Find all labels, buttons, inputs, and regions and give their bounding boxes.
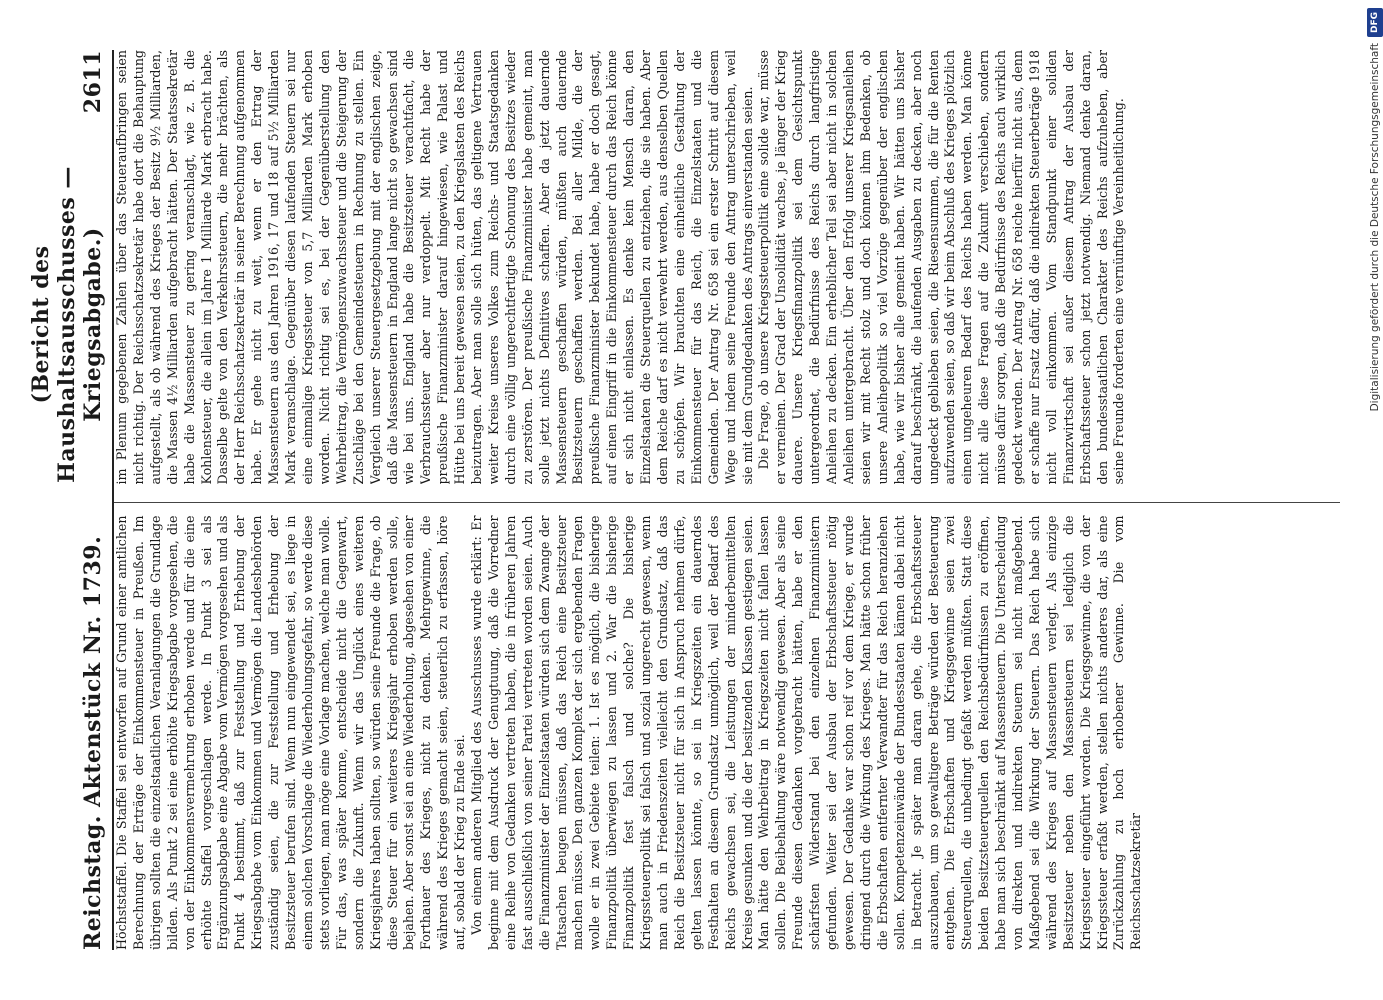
paragraph: Die Frage, ob unsere Kriegssteuerpolitik eine solide war, müsse er verneinen. Der Grad der Unsolidität wachse, je länger der Krieg dauere. Unsere Kriegsfinanzpolitik sei dem Gesichtspunkt untergeordnet, die Bedürfnisse des Reichs durch langfristige Anleihen zu decken. Ein erheblicher Teil sei aber nicht in solchen Anleihen untergebracht. Über den Erfolg unserer Kriegsanleihen seien wir mit Recht stolz und doch können ihm Bedenken, ob unsere Anleihepolitik so viel Vorzüge gegenüber der englischen habe, wie wir bisher alle gemeint haben. Wir hätten uns bisher darauf beschränkt, die laufenden Ausgaben zu decken, aber noch ungedeckt geblieben seien, die Riesensummen, die für die Renten aufzuwenden seien, so daß wir beim Abschluß des Krieges plötzlich einen ungeheuren Bedarf des Reichs haben werden. Man könne nicht alle diese Fragen auf die Zukunft verschieben, sondern müsse dafür sorgen, daß die Bedürfnisse des Reichs auch wirklich gedeckt werden. Der Antrag Nr. 658 reiche hierfür nicht aus, denn er schaffe nur Ersatz dafür, daß die indirekten Steuerbeträge 1918 nicht voll einkommen. Vom Standpunkt einer soliden Finanzwirtschaft sei außer diesem Antrag der Ausbau der Erbschaftssteuer schon jetzt notwendig. Niemand denke daran, den bundesstaatlichen Charakter des Reichs aufzuheben, aber seine Freunde forderten eine vernünftige Vereinheitlichung. <box>756 50 1127 485</box>
text-columns <box>114 50 1340 950</box>
header-middle: (Bericht des Haushaltsausschusses — Kriegsabgabe.) <box>28 166 106 483</box>
dfg-logo: DFG <box>1367 8 1383 37</box>
page-number: 2611 <box>80 50 106 114</box>
column-right <box>114 50 1340 485</box>
column-left <box>114 503 1340 951</box>
watermark-text: Digitalisierung gefördert durch die Deutsche Forschungsgemeinschaft <box>1369 43 1381 412</box>
paragraph: Höchststaffel. Die Staffel sei entworfen auf Grund einer amtlichen Berechnung der Erträge der Einkommensteuer in Preußen. Im übrigen sollten die einzelstaatlichen Veranlagungen die Grundlage bilden. Als Punkt 2 sei eine erhöhte Kriegsabgabe vorgesehen, die von der Einkommensvermehrung erhoben werde und für die eine erhöhte Staffel vorgeschlagen werde. In Punkt 3 sei als Ergänzungsabgabe eine Abgabe vom Vermögen vorgesehen und als Punkt 4 bestimmt, daß zur Feststellung und Erhebung der Kriegsabgabe vom Einkommen und Vermögen die Landesbehörden zuständig seien, die zur Feststellung und Erhebung der Besitzsteuer berufen sind. Wenn nun eingewendet sei, es liege in einem solchen Vorschlage die Wiederholungsgefahr, so werde diese stets vorliegen, man möge eine Vorlage machen, welche man wolle. Für das, was später komme, entscheide nicht die Gegenwart, sondern die Zukunft. Wenn wir das Unglück eines weiteren Kriegsjahres haben sollten, so würden seine Freunde die Frage, ob diese Steuer für ein weiteres Kriegsjahr erhoben werden solle, bejahen. Aber sonst sei an eine Wiederholung, abgesehen von einer Forthauer des Krieges, nicht zu denken. Mehrgewinne, die während des Krieges gemacht seien, steuerlich zu erfassen, höre auf, sobald der Krieg zu Ende sei. <box>114 515 468 950</box>
paragraph: im Plenum gegebenen Zahlen über das Steueraufbringen seien nicht richtig. Der Reichsschatzsekretär habe dort die Behauptung aufgestellt, als ob während des Krieges der Besitz 9½ Milliarden, die Massen 4½ Milliarden aufgebracht hätten. Der Staatssekretär habe die Massensteuer zu gering veranschlagt, wie z. B. die Kohlensteuer, die allein im Jahre 1 Milliarde Mark erbracht habe. Dasselbe gelte von den Verkehrssteuern, die mehr brächten, als der Herr Reichsschatzsekretär in seiner Berechnung aufgenommen habe. Er gehe nicht zu weit, wenn er den Ertrag der Massensteuern aus den Jahren 1916, 17 und 18 auf 5½ Milliarden Mark veranschlage. Gegenüber diesen laufenden Steuern sei nur eine einmalige Kriegssteuer von 5,7 Milliarden Mark erhoben worden. Nicht richtig sei es, bei der Gegenüberstellung den Wehrbeitrag, die Vermögenszuwachssteuer und die Steigerung der Zuschläge bei den Gemeindesteuern in Rechnung zu stellen. Ein Vergleich unserer Steuergesetzgebung mit der englischen zeige, daß die Massensteuern in England lange nicht so gewachsen sind wie bei uns. England habe die Besitzsteuer verachtfacht, die Verbrauchssteuer aber nur verdoppelt. Mit Recht habe der preußische Finanzminister darauf hingewiesen, wie Palast und Hütte bei uns bereit gewesen seien, zu den Kriegslasten des Reichs beizutragen. Aber man solle sich hüten, das geltigene Vertrauen weiter Kreise unseres Volkes zum Reichs- und Staatsgedanken durch eine völlig ungerechtfertigte Schonung des Besitzes wieder zu zerstören. Der preußische Finanzminister habe gemeint, man solle jetzt nichts Definitives schaffen. Aber da jetzt dauernde Massensteuern geschaffen würden, müßten auch dauernde Besitzsteuern geschaffen werden. Bei aller Milde, die der preußische Finanzminister bekundet habe, habe er doch gesagt, auf einen Eingriff in die Einkommensteuer durch das Reich könne er sich nicht einlassen. Es denke kein Mensch daran, den Einzelstaaten die Steuerquellen zu entziehen, die sie haben. Aber dem Reiche darf es nicht verwehrt werden, aus denselben Quellen zu schöpfen. Wir brauchten eine einheitliche Gestaltung der Einkommensteuer für das Reich, die Einzelstaaten und die Gemeinden. Der Antrag Nr. 658 sei ein erster Schritt auf diesem Wege und indem seine Freunde den Antrag unterschrieben, weil sie mit dem Grundgedanken des Antrags einverstanden seien. <box>114 50 755 485</box>
paragraph: Von einem anderen Mitglied des Ausschusses wurde erklärt: Er beginne mit dem Ausdruck der Genugtuung, daß die Vorredner eine Reihe von Gedanken vertreten haben, die in früheren Jahren fast ausschließlich von seiner Partei vertreten worden seien. Auch die Finanzminister der Einzelstaaten würden sich dem Zwange der Tatsachen beugen müssen, daß das Reich eine Besitzsteuer machen müsse. Den ganzen Komplex der sich ergebenden Fragen wolle er in zwei Gebiete teilen: 1. Ist es möglich, die bisherige Finanzpolitik überwiegen zu lassen und 2. War die bisherige Finanzpolitik fest falsch und solche? Die bisherige Kriegssteuerpolitik sei falsch und sozial ungerecht gewesen, wenn man auch in Friedenszeiten vielleicht den Grundsatz, daß das Reich die Besitzsteuer nicht für sich in Anspruch nehmen dürfe, gelten lassen könnte, so sei in Kriegszeiten ein dauerndes Festhalten an diesem Grundsatz unmöglich, weil der Bedarf des Reichs gewachsen sei, die Leistungen der minderbemittelten Kreise gesunken und die der besitzenden Klassen gestiegen seien. Man hätte den Wehrbeitrag in Kriegszeiten nicht fallen lassen sollen. Die Beibehaltung wäre notwendig gewesen. Aber als seine Freunde diesen Gedanken vorgebracht hätten, habe er den schärfsten Widerstand bei den einzelnen Finanzministern gefunden. Weiter sei der Ausbau der Erbschaftssteuer nötig gewesen. Der Gedanke war schon reif vor dem Kriege, er wurde dringend durch die Wirkung des Krieges. Man hätte schon früher die Erbschaften entfernter Verwandter für das Reich heranziehen sollen. Kompetenzeinwände der Bundesstaaten kämen dabei nicht in Betracht. Je später man daran gehe, die Erbschaftssteuer auszubauen, um so gewaltigere Beträge würden der Besteuerung entgehen. Die Erbschaften und Kriegsgewinne seien zwei Steuerquellen, die unbedingt gefaßt werden müßten. Statt diese beiden Besitzsteuerquellen den Reichsbedürfnissen zu eröffnen, habe man sich beschränkt auf Massensteuern. Die Unterscheidung von direkten und indirekten Steuern sei nicht maßgebend. Maßgebend sei die Wirkung der Steuern. Das Reich habe sich während des Krieges auf Massensteuern verlegt. Als einzige Besitzsteuer neben den Massensteuern sei lediglich die Kriegssteuer eingeführt worden. Die Kriegsgewinne, die von der Kriegssteuer erfaßt werden, stellen nichts anderes dar, als eine Zurückzahlung zu hoch erhobener Gewinne. Die vom Reichsschatzsekretär <box>469 515 1144 950</box>
header-left: Reichstag. Aktenstück Nr. 1739. <box>80 535 106 950</box>
page-header <box>28 50 114 950</box>
rotated-page <box>28 40 1340 960</box>
digitization-watermark <box>1353 8 1381 988</box>
